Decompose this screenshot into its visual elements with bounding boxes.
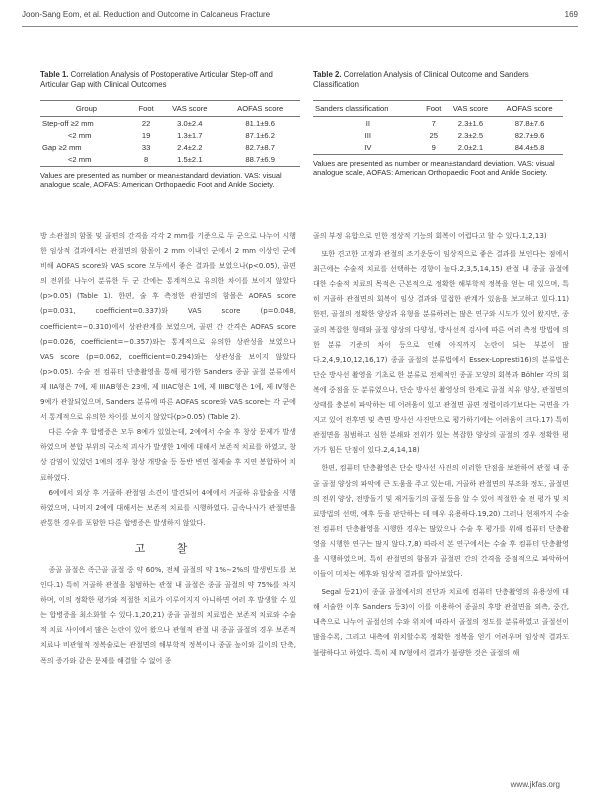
table-1-label: Table 1.	[40, 70, 69, 79]
paragraph: 종골 골절은 족근골 골절 중 약 60%, 전체 골절의 약 1%∼2%의 발생빈도를 보인다.1) 특히 거골하 관절을 침범하는 관절 내 골절은 종골 골절의 약 75%를 차지하며, 이의 정확한 평가와 적절한 치료가 이루어지지 아니하면 여러 후 발생할 수 있는 합병증을 최소화할 수 있다.1,20,21) 종골 골절의 치료법은 보존적 치료와 수술적 치료 사이에서 많은 논란이 있어 왔으나 관혈적 관절 내 종골 골절의 경우 보존적 치료나 비관혈적 정복술로는 관절면의 해부학적 정복이나 종골 높이와 길이의 단축, 폭의 증가와 같은 문제를 해결할 수 없어 종	[40, 564, 296, 665]
table-row	[40, 129, 300, 141]
table-1-caption	[40, 70, 300, 92]
table-cell: 1.3±1.7	[177, 130, 203, 140]
table-cell: 84.4±5.8	[496, 141, 563, 154]
table-cell: 2.4±2.2	[177, 142, 203, 152]
paragraph: 6예에서 외상 후 거골하 관절염 소견이 발견되어 4예에서 거골하 유합술을 시행하였으며, 나머지 2예에 대해서는 보존적 치료를 시행하였다. 금속나사가 관절면을 관통한 경우를 포함한 다른 합병증은 발생하지 않았다.	[40, 487, 296, 527]
header-rule	[22, 26, 578, 27]
body-column-left	[40, 228, 296, 668]
table-cell: 25	[429, 130, 438, 140]
table-row	[40, 154, 300, 167]
page-number: 169	[564, 10, 578, 19]
table-cell: 82.7±9.6	[514, 130, 545, 140]
table-cell: 19	[141, 130, 151, 140]
paragraph: 다른 수술 후 합병증은 모두 8예가 있었는데, 2예에서 수술 후 창상 문제가 발생하였으며 봉합 부위의 국소적 괴사가 발생한 1예에 대해서 보존적 치료를 하였고, 창상 감염이 있었던 1예의 경우 창상 개방술 등 동반 변연 절제술 후 지연 봉합하여 치료하였다.	[40, 427, 297, 482]
table-cell: 2.3±2.5	[457, 130, 484, 140]
table-row	[313, 117, 563, 130]
table-1-header-foot: Foot	[133, 101, 159, 117]
table-cell: Gap ≥2 mm	[42, 142, 82, 152]
table-cell: 3.0±2.4	[177, 118, 203, 128]
table-cell: 33	[141, 142, 151, 152]
paragraph: Segal 등21)이 종골 골절에서의 진단과 치료에 컴퓨터 단층촬영의 유용성에 대해 서술한 이후 Sanders 등3)이 이를 이용하여 종골의 후방 관절면을 외측, 중간, 내측으로 나누어 골절선의 수와 위치에 따라서 골절의 정도를 분류하였고 골절선이 많을수록, 그리고 내측에 위치할수록 정확한 정복을 얻기 어려우며 임상적 결과도 불량하다고 하였다. 특히 제 IV형에서 결과가 불량한 것은 골절의 해	[313, 587, 569, 657]
table-cell: 88.7±6.9	[220, 154, 300, 167]
table-row	[40, 141, 300, 153]
table-2	[313, 70, 563, 178]
section-heading: 고 찰	[134, 541, 202, 555]
table-2-header-class: Sanders classification	[313, 101, 423, 117]
table-2-note: Values are presented as number or mean±standard deviation. VAS: visual analogue scale, AOFAS: American Orthopaedic Foot and Ankle Society.	[313, 158, 555, 178]
table-cell: 1.5±2.1	[159, 154, 220, 167]
table-2-header-aofas: AOFAS score	[496, 101, 563, 117]
table-cell: <2 mm	[40, 154, 133, 167]
table-2-grid	[313, 100, 563, 155]
table-cell: 9	[423, 141, 445, 154]
table-1-note: Values are presented as number or mean±standard deviation. VAS: visual analogue scale, AOFAS: American Orthopaedic Foot and Ankle Society.	[40, 170, 282, 190]
table-1-caption-text: Correlation Analysis of Postoperative Articular Step-off and Articular Gap with Clinical Outcomes	[40, 70, 273, 89]
table-row	[40, 117, 300, 130]
table-2-caption	[313, 70, 563, 92]
paragraph: 골의 부정 유합으로 인한 정상적 기능의 회복이 어렵다고 할 수 있다.1,2,13)	[313, 231, 547, 240]
body-column-right	[313, 228, 569, 660]
table-2-label: Table 2.	[313, 70, 342, 79]
table-row	[313, 141, 563, 154]
table-cell: Step-off ≥2 mm	[42, 118, 94, 128]
table-cell: <2 mm	[68, 130, 92, 140]
table-2-caption-text: Correlation Analysis of Clinical Outcome and Sanders Classification	[313, 70, 529, 89]
running-title: Joon-Sang Eom, et al. Reduction and Outcome in Calcaneus Fracture	[22, 10, 271, 19]
table-cell: 22	[141, 118, 151, 128]
table-cell: IV	[313, 141, 423, 154]
paragraph: 또한 견고한 고정과 관절의 조기운동이 임상적으로 좋은 결과를 보인다는 점에서 최근에는 수술적 치료를 선택하는 경향이 높다.2,3,5,14,15) 관절 내 종골 골절에 대한 수술적 치료의 목적은 근본적으로 정확한 해부학적 정복을 얻는 데 있으며, 특히 거골하 관절면의 회복이 임상 결과와 밀접한 관계가 있음을 보고하고 있다.11) 한편, 골절의 정확한 양상과 유형을 분류하려는 많은 연구와 시도가 있어 왔지만, 종골의 복잡한 형태와 골절 양상의 다양성, 방사선적 검사에 따른 여러 측정 방법에 의한 분류 기준의 차이 등으로 인해 아직까지 논란이 되는 부분이 많다.2,4,9,10,12,16,17) 종골 골절의 분류법에서 Essex-Lopresti16)의 분류법은 단순 방사선 촬영을 기초로 한 분류로 전체적인 종골 모양의 회복과 Böhler 각의 회복에 중점을 둔 분류였으나, 단순 방사선 촬영상의 한계로 골절 치유 양상, 관절면의 상태를 충분히 파악하는 데 어려움이 있고 관절면 골편 정렬이라기보다는 국면을 가지고 있어 전후면 및 측면 방사선 사진만으로 평가하기에는 어려움이 크다.17) 특히 관절면을 침범하고 심한 분쇄와 전위가 있는 복잡한 양상의 골절의 경우 정확한 평가가 힘든 단점이 있다.2,4,14,18)	[313, 249, 569, 455]
table-cell: 87.1±6.2	[245, 130, 275, 140]
paragraph: 방 소관절의 함몰 및 골편의 간격을 각각 2 mm를 기준으로 두 군으로 나누어 시행한 임상적 결과에서는 관절면의 함몰이 2 mm 이내인 군에서 2 mm 이상인 군에 비해 AOFAS score와 VAS score 모두에서 좋은 결과를 보였으나(p<0.05), 골편의 전위를 나누어 분류한 두 군 간에는 통계적으로 유의한 차이를 보이지 않았다(p>0.05) (Table 1). 한편, 술 후 측정한 관절면의 함몰은 AOFAS score (p=0.031, coefficient=0.337)와 VAS score (p=0.048, coefficient=−0.310)에서 상관관계를 보였으며, 골편 간 간격은 AOFAS score (p=0.026, coefficient=−0.357)와는 통계적으로 유의한 상관성을 보였으나 VAS score (p=0.062, coefficient=0.294)와는 상관성을 보이지 않았다(p>0.05). 수술 전 컴퓨터 단층촬영을 통해 평가한 Sanders 종골 골절 분류에서 제 IIA형은 7예, 제 IIIAB형은 23예, 제 IIIAC형은 1예, 제 IIIBC형은 1예, 제 IV형은 9예가 관찰되었으며, Sanders 분류에 따른 AOFAS score와 VAS score는 각 군에서 통계적으로 유의한 차이를 보이지 않았다(p>0.05) (Table 2).	[40, 231, 296, 422]
table-1-grid	[40, 100, 300, 167]
table-cell: 8	[133, 154, 159, 167]
table-1-header-vas: VAS score	[159, 101, 220, 117]
paragraph: 한편, 컴퓨터 단층촬영은 단순 방사선 사진의 이러한 단점을 보완하여 관절 내 종골 골절 양상의 파악에 큰 도움을 주고 있는데, 거골하 관절면의 부조화 정도, 골절편의 전위 양상, 전방돌기 및 재거돌기의 골절 등을 알 수 있어 적절한 술 전 평가 및 치료방법의 선택, 예후 등을 판단하는 데 매우 유용하다.19,20) 그러나 현재까지 수술 전 컴퓨터 단층촬영을 시행한 경우는 많았으나 수술 후 평가를 위해 컴퓨터 단층촬영을 시행한 연구는 많지 않다.7,8) 따라서 본 연구에서는 수술 후 컴퓨터 단층촬영을 시행하였으며, 특히 관절면의 함몰과 골절편 간의 간격을 중점적으로 파악하여 이들이 미치는 예후와 임상적 결과를 알아보았다.	[313, 463, 570, 579]
table-1-header-group: Group	[40, 101, 133, 117]
table-cell: 2.3±1.6	[457, 118, 484, 128]
table-cell: 82.7±8.7	[245, 142, 275, 152]
table-cell: 7	[431, 118, 436, 128]
table-cell: 81.1±9.6	[245, 118, 275, 128]
table-2-header-vas: VAS score	[445, 101, 496, 117]
table-cell: 2.0±2.1	[445, 141, 496, 154]
table-row	[313, 129, 563, 141]
table-cell: III	[364, 130, 372, 140]
running-header	[22, 10, 578, 26]
table-1	[40, 70, 300, 190]
table-2-header-foot: Foot	[423, 101, 445, 117]
table-cell: II	[365, 118, 370, 128]
table-1-header-aofas: AOFAS score	[220, 101, 300, 117]
journal-url[interactable]: www.jkfas.org	[510, 780, 560, 789]
table-cell: 87.8±7.6	[514, 118, 545, 128]
